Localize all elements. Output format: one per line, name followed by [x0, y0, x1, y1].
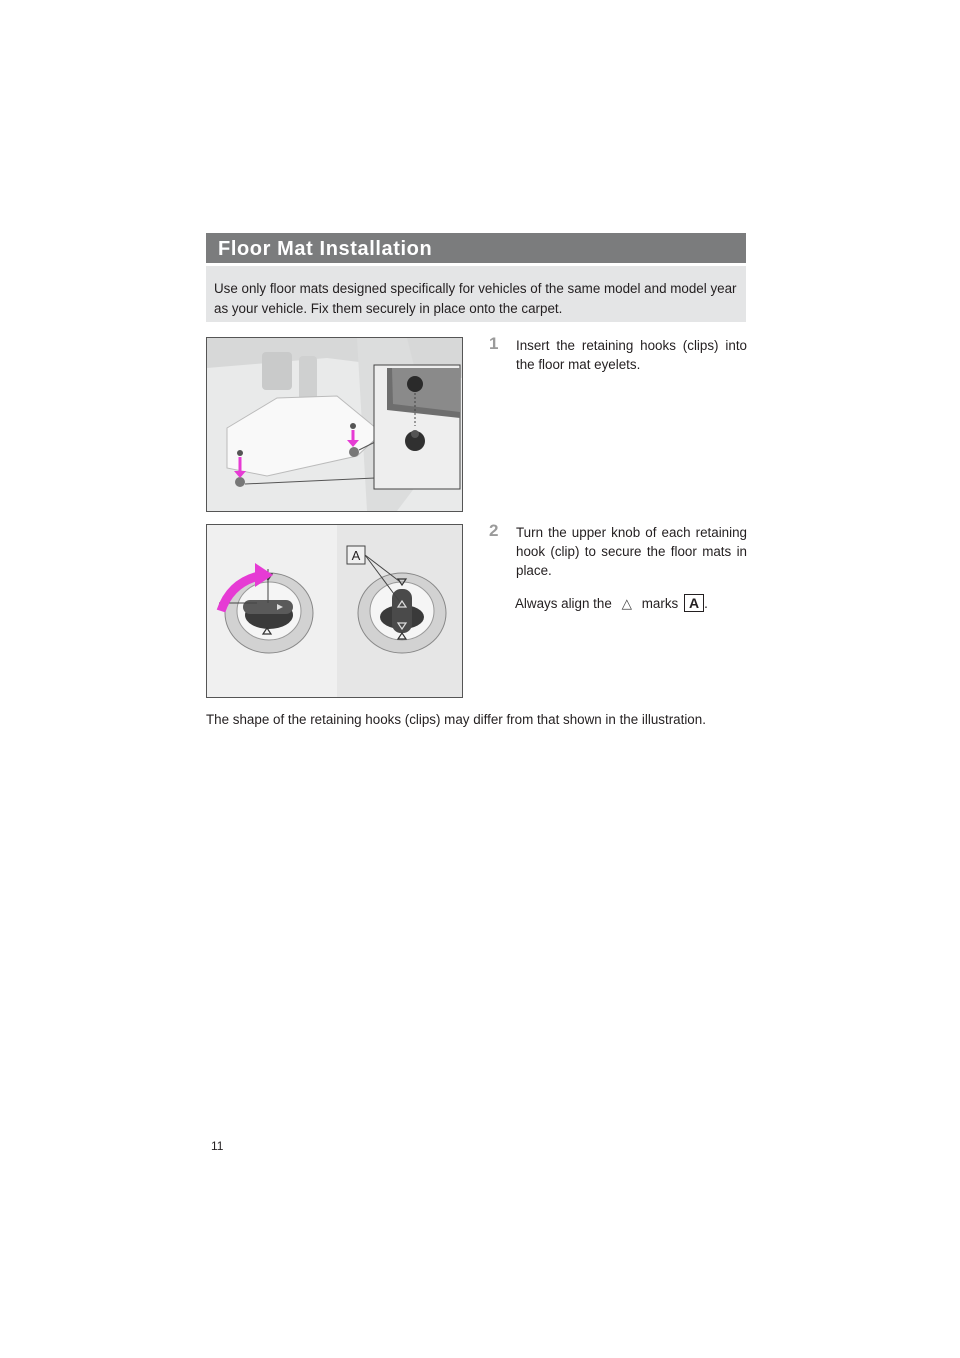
- step-1-text: Insert the retaining hooks (clips) into the floor mat eyelets.: [516, 338, 747, 372]
- align-note: [515, 594, 708, 613]
- retaining-hook-drawing: [207, 525, 462, 697]
- align-note-before: Always align the: [515, 596, 612, 611]
- page-number: 11: [211, 1139, 224, 1153]
- step-1-number: 1: [489, 334, 499, 353]
- step-2: [489, 523, 747, 580]
- footnote: The shape of the retaining hooks (clips) may differ from that shown in the illustration.: [206, 712, 706, 727]
- align-note-after: marks: [641, 596, 679, 611]
- step-1: [489, 336, 747, 374]
- section-intro: Use only floor mats designed specifically for vehicles of the same model and model year as your vehicle. Fix them securely in place onto the carpet.: [206, 266, 746, 322]
- step-2-text: Turn the upper knob of each retaining hook (clip) to secure the floor mats in place.: [516, 525, 747, 578]
- align-note-end: .: [704, 596, 708, 611]
- section-title: Floor Mat Installation: [206, 233, 746, 263]
- floor-mat-illustration: [206, 337, 463, 512]
- label-a-box: A: [684, 594, 704, 612]
- retaining-hook-illustration: [206, 524, 463, 698]
- triangle-mark-icon: △: [621, 596, 632, 611]
- figure-label-a: A: [351, 548, 361, 563]
- step-2-number: 2: [489, 521, 499, 540]
- floor-mat-drawing: [207, 338, 462, 511]
